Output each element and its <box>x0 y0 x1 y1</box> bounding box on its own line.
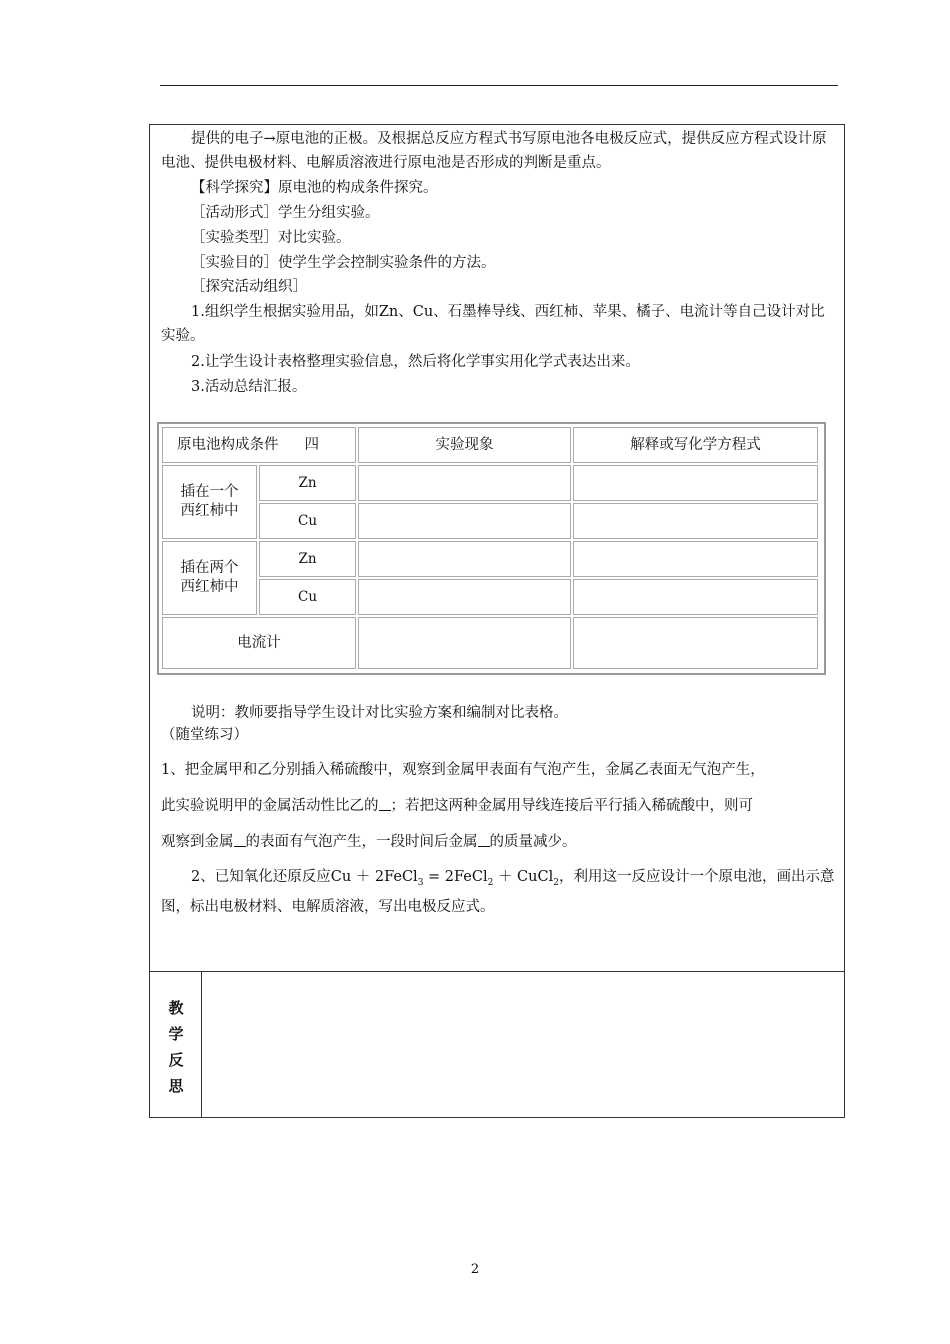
reflection-char: 学 <box>168 1025 184 1043</box>
answer-blank <box>234 832 246 847</box>
lesson-plan-table <box>149 124 845 1118</box>
empty-cell <box>358 465 571 501</box>
meter-cell: 电流计 <box>162 617 356 669</box>
question-1-line-1: 1、把金属甲和乙分别插入稀硫酸中，观察到金属甲表面有气泡产生，金属乙表面无气泡产生， <box>161 762 765 778</box>
empty-cell <box>358 579 571 615</box>
empty-cell <box>573 617 818 669</box>
empty-cell <box>573 465 818 501</box>
experiment-goal: ［实验目的］使学生学会控制实验条件的方法。 <box>191 255 496 271</box>
header-condition-extra: 四 <box>304 436 319 453</box>
answer-blank <box>379 796 391 811</box>
header-cell-condition <box>162 427 356 463</box>
activity-form: ［活动形式］学生分组实验。 <box>191 205 380 221</box>
science-inquiry-heading: 【科学探究】原电池的构成条件探究。 <box>191 180 438 196</box>
empty-cell <box>573 541 818 577</box>
header-condition-label: 原电池构成条件 <box>177 436 279 453</box>
question-2: 2、已知氧化还原反应Cu ＋ 2FeCl$_3$ = 2FeCl$_2$ ＋ CuCl$_2$，利用这一反应设计一个原电池，画出示意图，标出电极材料、电解质溶液，写出电极反应式。 <box>161 869 835 915</box>
reflection-char: 反 <box>168 1051 184 1069</box>
reflection-char: 思 <box>168 1077 184 1095</box>
question-1-line-2: 此实验说明甲的金属活动性比乙的 ；若把这两种金属用导线连接后平行插入稀硫酸中，则可 <box>161 798 753 814</box>
group-two-tomatoes <box>162 541 257 615</box>
step-3: 3.活动总结汇报。 <box>191 379 307 395</box>
empty-cell <box>358 503 571 539</box>
step-1: 1.组织学生根据实验用品，如Zn、Cu、石墨棒导线、西红柿、苹果、橘子、电流计等自己设计对比实验。 <box>161 304 825 344</box>
paragraph-key-points: 提供的电子→原电池的正极。及根据总反应方程式书写原电池各电极反应式，提供反应方程式设计原电池、提供电极材料、电解质溶液进行原电池是否形成的判断是重点。 <box>161 131 827 171</box>
empty-cell <box>573 579 818 615</box>
group-label-line2: 西红柿中 <box>180 503 239 519</box>
experiment-type: ［实验类型］对比实验。 <box>191 230 351 246</box>
empty-cell <box>358 617 571 669</box>
step-2: 2.让学生设计表格整理实验信息，然后将化学事实用化学式表达出来。 <box>191 354 640 370</box>
lesson-content-cell <box>150 125 844 972</box>
organization-heading: ［探究活动组织］ <box>191 279 307 295</box>
empty-cell <box>358 541 571 577</box>
practice-heading: （随堂练习） <box>161 727 248 743</box>
group-label-line2: 西红柿中 <box>180 579 239 595</box>
teacher-note: 说明：教师要指导学生设计对比实验方案和编制对比表格。 <box>191 705 568 721</box>
header-rule <box>160 85 838 86</box>
empty-cell <box>573 503 818 539</box>
group-label-line1: 插在一个 <box>180 484 239 500</box>
group-label-line1: 插在两个 <box>180 560 239 576</box>
electrode-cu-2: Cu <box>259 579 356 615</box>
question-1-line-3: 观察到金属 的表面有气泡产生，一段时间后金属 的质量减少。 <box>161 834 577 850</box>
electrode-zn-1: Zn <box>259 465 356 501</box>
header-cell-explanation: 解释或写化学方程式 <box>573 427 818 463</box>
teaching-reflection-label <box>150 972 202 1117</box>
reflection-char: 教 <box>168 999 184 1017</box>
electrode-zn-2: Zn <box>259 541 356 577</box>
group-one-tomato <box>162 465 257 539</box>
header-cell-phenomenon: 实验现象 <box>358 427 571 463</box>
electrode-cu-1: Cu <box>259 503 356 539</box>
answer-blank <box>478 832 490 847</box>
experiment-table <box>157 422 826 675</box>
page-number: 2 <box>470 1262 480 1277</box>
